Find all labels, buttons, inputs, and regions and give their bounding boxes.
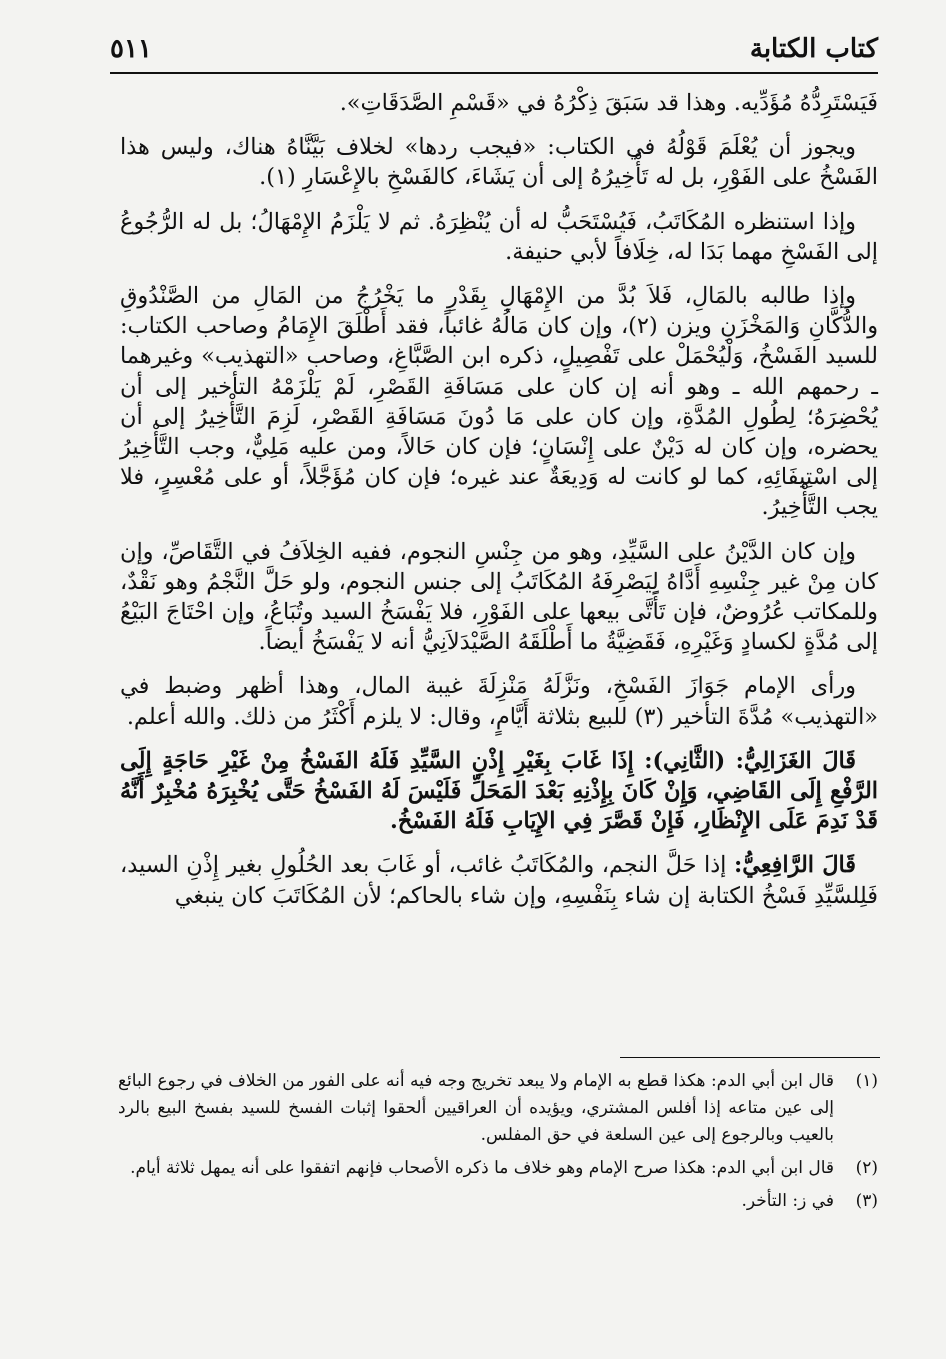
footnote-number: (١) [855,1071,878,1091]
book-title: كتاب الكتابة [749,34,878,64]
main-text [120,88,878,925]
footnote [118,1188,878,1215]
ghazali-label: قَالَ الغَزَالِيُّ: (الثَّانِي): [644,747,857,774]
paragraph: وإذا طالبه بالمَالِ، فَلاَ بُدَّ من الإِمْهَالِ بِقَدْرِ ما يَخْرُجُ من المَالِ من الصَّنْدُوقِ والدُّكَّانِ وَالمَخْزَنِ ويزن (٢)، وإن كان مَالُهُ غائباً، فقد أَطْلَقَ الإِمَامُ وصاحب الكتاب: للسيد الفَسْخُ، وَلْيُحْمَلْ على تَفْصِيلٍ، ذكره ابن الصَّبَّاغِ، وصاحب «التهذيب» وغيرهما ـ رحمهم الله ـ وهو أنه إن كان على مَسَافَةِ القَصْرِ، لَمْ يَلْزَمْهُ التأخير إلى أن يُحْضِرَهُ؛ لِطُولِ المُدَّةِ، وإن كان على مَا دُونَ مَسَافَةِ القَصْرِ، لَزِمَ التَّأْخِيرُ إلى أن يحضره، وإن كان له دَيْنٌ على إِنْسَانٍ؛ فإن كان حَالاً، ومن عليه مَلِيٌّ، وجب التَّأْخِيرُ إلى اسْتِيفَائِهِ، كما لو كانت له وَدِيعَةٌ عند غيره؛ فإن كان مُؤَجَّلاً، أو على مُعْسِرٍ، فلا يجب التَّأْخِيرُ. [120,283,879,521]
rafii-paragraph [120,850,878,910]
footnote [118,1155,878,1182]
footnote-text: قال ابن أبي الدم: هكذا صرح الإمام وهو خلاف ما ذكره الأصحاب فإنهم اتفقوا على أنه يمهل ثلاثة أيام. [130,1158,834,1178]
footnote-divider [620,1057,880,1058]
footnote-text: في ز: التأخر. [741,1191,834,1211]
ghazali-paragraph [120,746,878,837]
footnote-number: (٣) [855,1191,878,1211]
paragraph: وإذا استنظره المُكَاتَبُ، فَيُسْتَحَبُّ له أن يُنْظِرَهُ. ثم لا يَلْزَمُ الإِمْهَالُ؛ بل له الرُّجُوعُ إلى الفَسْخِ مهما بَدَا له، خِلَافاً لأبي حنيفة. [120,208,878,265]
ghazali-text: إِذَا غَابَ بِغَيْرِ إِذْنِ السَّيِّدِ فَلَهُ الفَسْخُ مِنْ غَيْرِ حَاجَةٍ إِلَى الرَّفْعِ إِلَى القَاضِي، وَإِنْ كَانَ بِإِذْنِهِ بَعْدَ المَحَلِّ فَلَيْسَ لَهُ الفَسْخُ حَتَّى يُخْبِرَهُ مُخْبِرٌ أَنَّهُ قَدْ نَدِمَ عَلَى الإِنْظَارِ، فَإِنْ قَصَّرَ فِي الإِيَابِ فَلَهُ الفَسْخُ. [120,747,878,835]
footnotes [118,1068,878,1221]
rafii-label: قَالَ الرَّافِعِيُّ: [733,852,856,879]
page-number: ٥١١ [110,34,152,64]
page-header [110,22,878,74]
paragraph: فَيَسْتَرِدُّهُ مُؤَدِّيه. وهذا قد سَبَقَ ذِكْرُهُ في «قَسْمِ الصَّدَقَاتِ». [339,90,878,116]
paragraph: ورأى الإمام جَوَازَ الفَسْخِ، ونَزَّلَهُ مَنْزِلَةَ غيبة المال، وهذا أظهر وضبط في «التهذيب» مُدَّةَ التأخير (٣) للبيع بثلاثة أَيَّامٍ، وقال: لا يلزم أَكْثَرُ من ذلك. والله أعلم. [120,673,878,730]
footnote [118,1068,878,1149]
footnote-number: (٢) [855,1158,878,1178]
footnote-text: قال ابن أبي الدم: هكذا قطع به الإمام ولا يبعد تخريج وجه فيه أنه على الفور من الخلاف في رجوع البائع إلى عين متاعه إذا أفلس المشتري، ويؤيده أن العراقيين ألحقوا إثبات الفسخ للسيد بفسخ البيع بالرد بالعيب وبالرجوع إلى عين السلعة في حق المفلس. [118,1071,834,1145]
paragraph: وإن كان الدَّيْنُ على السَّيِّدِ، وهو من جِنْسِ النجوم، ففيه الخِلاَفُ في التَّقَاصِّ، وإن كان مِنْ غير جِنْسِهِ أَدَّاهُ لِيَصْرِفَهُ المُكَاتَبُ إلى جنس النجوم، ولو حَلَّ النَّجْمُ وهو نَقْدٌ، وللمكاتب عُرُوضٌ، فإن تَأَتَّى بيعها على الفَوْرِ، فلا يَفْسَخُ السيد وتُبَاعُ، وإن احْتَاجَ البَيْعُ إلى مُدَّةٍ لكسادٍ وَغَيْرِهِ، فَقَضِيَّةُ ما أَطْلَقَهُ الصَّيْدَلاَنِيُّ أنه لا يَفْسَخُ أيضاً. [120,538,878,656]
paragraph: ويجوز أن يُعْلَمَ قَوْلُهُ في الكتاب: «فيجب ردها» لخلاف بَيَّنَّاهُ هناك، وليس هذا الفَسْخُ على الفَوْرِ، بل له تَأْخِيرُهُ إلى أن يَشَاءَ، كالفَسْخِ بالإِعْسَارِ (١). [120,134,878,191]
rafii-text: إذا حَلَّ النجم، والمُكَاتَبُ غائب، أو غَابَ بعد الحُلُولِ بغير إِذْنِ السيد، فَلِلسَّيِّدِ فَسْخُ الكتابة إن شاء بِنَفْسِهِ، وإن شاء بالحاكم؛ لأن المُكَاتَبَ كان ينبغي [120,852,878,909]
